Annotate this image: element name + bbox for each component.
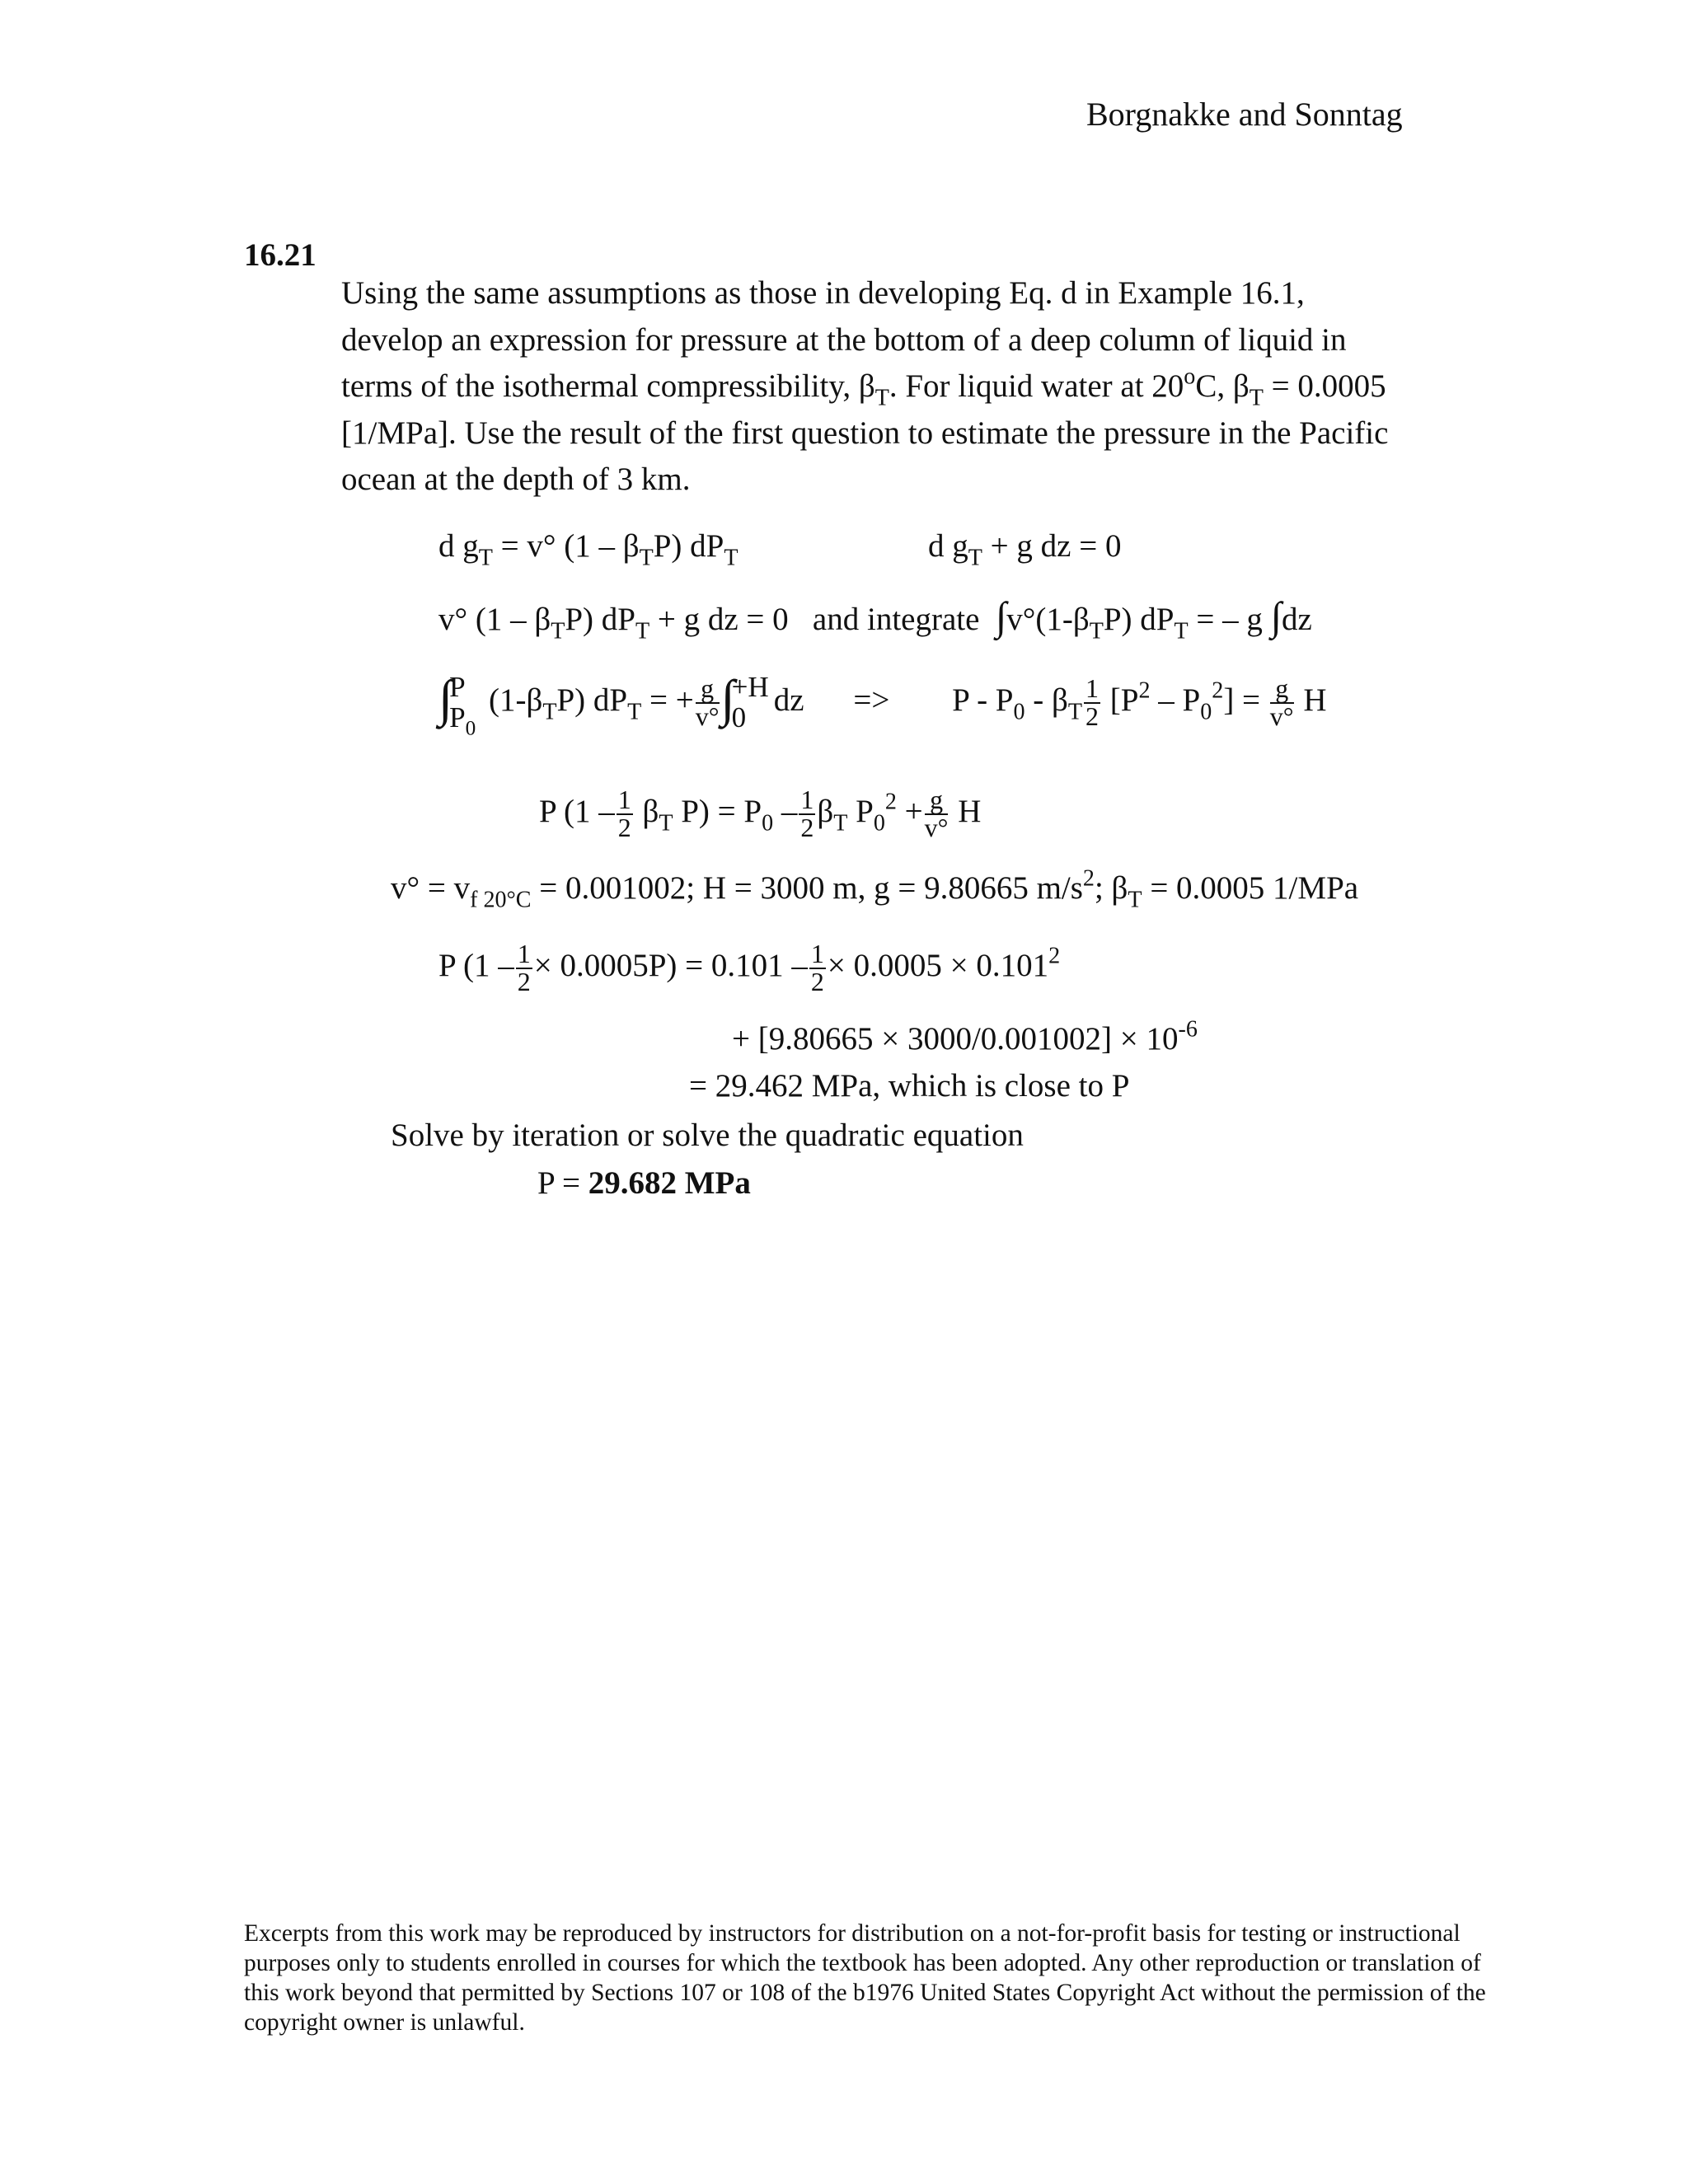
final-answer	[537, 1165, 751, 1202]
superscript: 2	[1138, 677, 1151, 704]
superscript: -6	[1178, 1016, 1198, 1043]
subscript: T	[1174, 618, 1189, 644]
text-run: – P	[1150, 682, 1201, 718]
numerator: 1	[517, 940, 531, 968]
fraction	[925, 787, 949, 841]
text-run: d g	[928, 528, 968, 564]
text-run: dz	[1282, 602, 1312, 637]
subscript: T	[1067, 699, 1083, 725]
subscript: T	[627, 699, 642, 725]
numerator: g	[696, 676, 720, 704]
text-run: P) = P	[673, 793, 762, 829]
fraction	[1269, 673, 1294, 731]
text-run: . For liquid water at 20	[889, 368, 1184, 405]
text-run: - β	[1025, 682, 1068, 718]
text-run: P) dP	[556, 682, 628, 718]
numerator: 1	[1085, 673, 1100, 703]
problem-line-2: develop an expression for pressure at the bottom of a deep column of liquid in	[341, 321, 1347, 358]
text-run: –	[773, 793, 798, 829]
text-run: = v° (1 – β	[492, 528, 640, 564]
subscript: T	[635, 618, 650, 644]
subscript: T	[659, 810, 673, 837]
numerator: g	[925, 787, 949, 815]
text-run: P) dP	[653, 528, 724, 564]
answer-value: 29.682 MPa	[588, 1165, 751, 1201]
text-run: ] =	[1223, 682, 1268, 718]
denominator: 2	[517, 967, 531, 996]
text-run: β	[817, 793, 834, 829]
equation-5	[438, 941, 1060, 996]
denominator: 2	[617, 813, 631, 842]
equation-1-right	[928, 527, 1122, 571]
text-run: = +	[641, 682, 694, 718]
denominator: 2	[810, 967, 824, 996]
equation-7: = 29.462 MPa, which is close to P	[689, 1068, 1130, 1104]
text-run: = – g	[1188, 602, 1271, 637]
fraction-half	[516, 941, 532, 996]
denominator: 2	[1085, 701, 1100, 731]
text-run: [P	[1102, 682, 1139, 718]
text-run: H	[950, 793, 982, 829]
text-run: ; β	[1094, 870, 1128, 906]
denominator: v°	[924, 813, 949, 842]
text-run: P (1 –	[539, 793, 615, 829]
integral-limits	[449, 670, 476, 740]
subscript: T	[1089, 618, 1104, 644]
text-run: P	[847, 793, 874, 829]
subscript: T	[1128, 887, 1142, 913]
denominator: v°	[695, 701, 720, 731]
text-run: (1-β	[481, 682, 543, 718]
text-run: v° (1 – β	[438, 602, 551, 637]
fraction-half	[1084, 673, 1100, 731]
fraction-half	[799, 787, 815, 841]
text-run: × 0.0005 × 0.101	[827, 947, 1049, 983]
subscript: f 20°C	[470, 887, 532, 913]
text-run: P - P	[952, 682, 1014, 718]
superscript: 2	[1212, 677, 1224, 704]
equation-3	[438, 669, 1327, 740]
running-head: Borgnakke and Sonntag	[1086, 96, 1403, 133]
numerator: g	[1270, 676, 1294, 704]
copyright-footer: Excerpts from this work may be reproduced by instructors for distribution on a not-for-profit basis for testing or instructional purposes only to students enrolled in courses for which the textbook has been adopted. Any other reproduction or translation of this work beyond that permitted by Sections 107 or 108 of the b1976 United States Copyright Act without the permission of the copyright owner is unlawful.	[244, 1920, 1486, 2036]
subscript: 0	[1200, 699, 1212, 725]
superscript: 2	[1082, 865, 1095, 892]
text-run: dz	[773, 682, 804, 718]
text-run: + [9.80665 × 3000/0.001002] × 10	[732, 1021, 1179, 1057]
subscript: 0	[873, 810, 885, 837]
superscript: o	[1184, 363, 1196, 390]
text-run: v°(1-β	[1006, 602, 1090, 637]
equation-6	[732, 1016, 1198, 1057]
text-run: d g	[438, 528, 479, 564]
subscript: T	[551, 618, 565, 644]
denominator: 2	[800, 813, 814, 842]
text-run: = 0.0005 1/MPa	[1142, 870, 1359, 906]
subscript: T	[478, 545, 493, 571]
problem-line-1: Using the same assumptions as those in developing Eq. d in Example 16.1,	[341, 275, 1305, 311]
integral-sign: ∫	[1270, 594, 1282, 639]
subscript: T	[833, 810, 848, 837]
given-values	[391, 865, 1359, 913]
fraction-half	[809, 941, 826, 996]
integral-sign: ∫	[995, 594, 1007, 639]
iteration-note: Solve by iteration or solve the quadratic equation	[391, 1118, 1024, 1153]
text-run: P) dP	[565, 602, 635, 637]
text-run: P (1 –	[438, 947, 514, 983]
superscript: 2	[1048, 943, 1061, 969]
text-run: terms of the isothermal compressibility, β	[341, 368, 875, 405]
equation-4	[539, 787, 981, 841]
text-run: v° = v	[391, 870, 471, 906]
text-run: = 0.001002; H = 3000 m, g = 9.80665 m/s	[531, 870, 1083, 906]
subscript: T	[968, 545, 982, 571]
lower-limit	[449, 701, 476, 740]
subscript: 0	[465, 716, 476, 740]
equation-1-left	[438, 527, 738, 571]
equation-2	[438, 593, 1312, 644]
subscript: 0	[1013, 699, 1025, 725]
lower-limit: 0	[731, 701, 747, 733]
subscript: T	[542, 699, 557, 725]
text-run: H	[1295, 682, 1327, 718]
upper-limit: P	[449, 670, 466, 703]
upper-limit: +H	[731, 670, 769, 703]
text-run: +	[896, 793, 923, 829]
numerator: 1	[810, 940, 824, 968]
text-run: + g dz = 0 and integrate	[649, 602, 996, 637]
denominator: v°	[1269, 701, 1294, 731]
problem-statement	[341, 270, 1388, 504]
problem-line-5: ocean at the depth of 3 km.	[341, 462, 691, 498]
subscript: T	[1249, 385, 1264, 411]
numerator: 1	[617, 785, 631, 814]
problem-number: 16.21	[244, 237, 316, 273]
answer-label: P =	[537, 1165, 588, 1201]
fraction-half	[617, 787, 633, 841]
problem-line-4: [1/MPa]. Use the result of the first question to estimate the pressure in the Pacific	[341, 415, 1389, 451]
text-run: C, β	[1195, 368, 1250, 405]
text-run: + g dz = 0	[982, 528, 1122, 564]
implies-arrow: =>	[853, 682, 890, 718]
integral-limits	[731, 670, 769, 733]
superscript: 2	[884, 789, 897, 815]
problem-line-3	[341, 363, 1388, 410]
subscript: 0	[762, 810, 774, 837]
text-run: β	[634, 793, 659, 829]
text-run: P) dP	[1103, 602, 1175, 637]
subscript: T	[724, 545, 738, 571]
integral-sign: ∫	[438, 670, 453, 727]
fraction	[695, 673, 720, 731]
integral-sign: ∫	[720, 670, 735, 727]
numerator: 1	[800, 785, 814, 814]
subscript: T	[639, 545, 654, 571]
text-run: × 0.0005P) = 0.101 –	[533, 947, 808, 983]
subscript: T	[874, 385, 889, 411]
text-run: = 0.0005	[1263, 368, 1386, 405]
text-run: P	[449, 701, 466, 733]
